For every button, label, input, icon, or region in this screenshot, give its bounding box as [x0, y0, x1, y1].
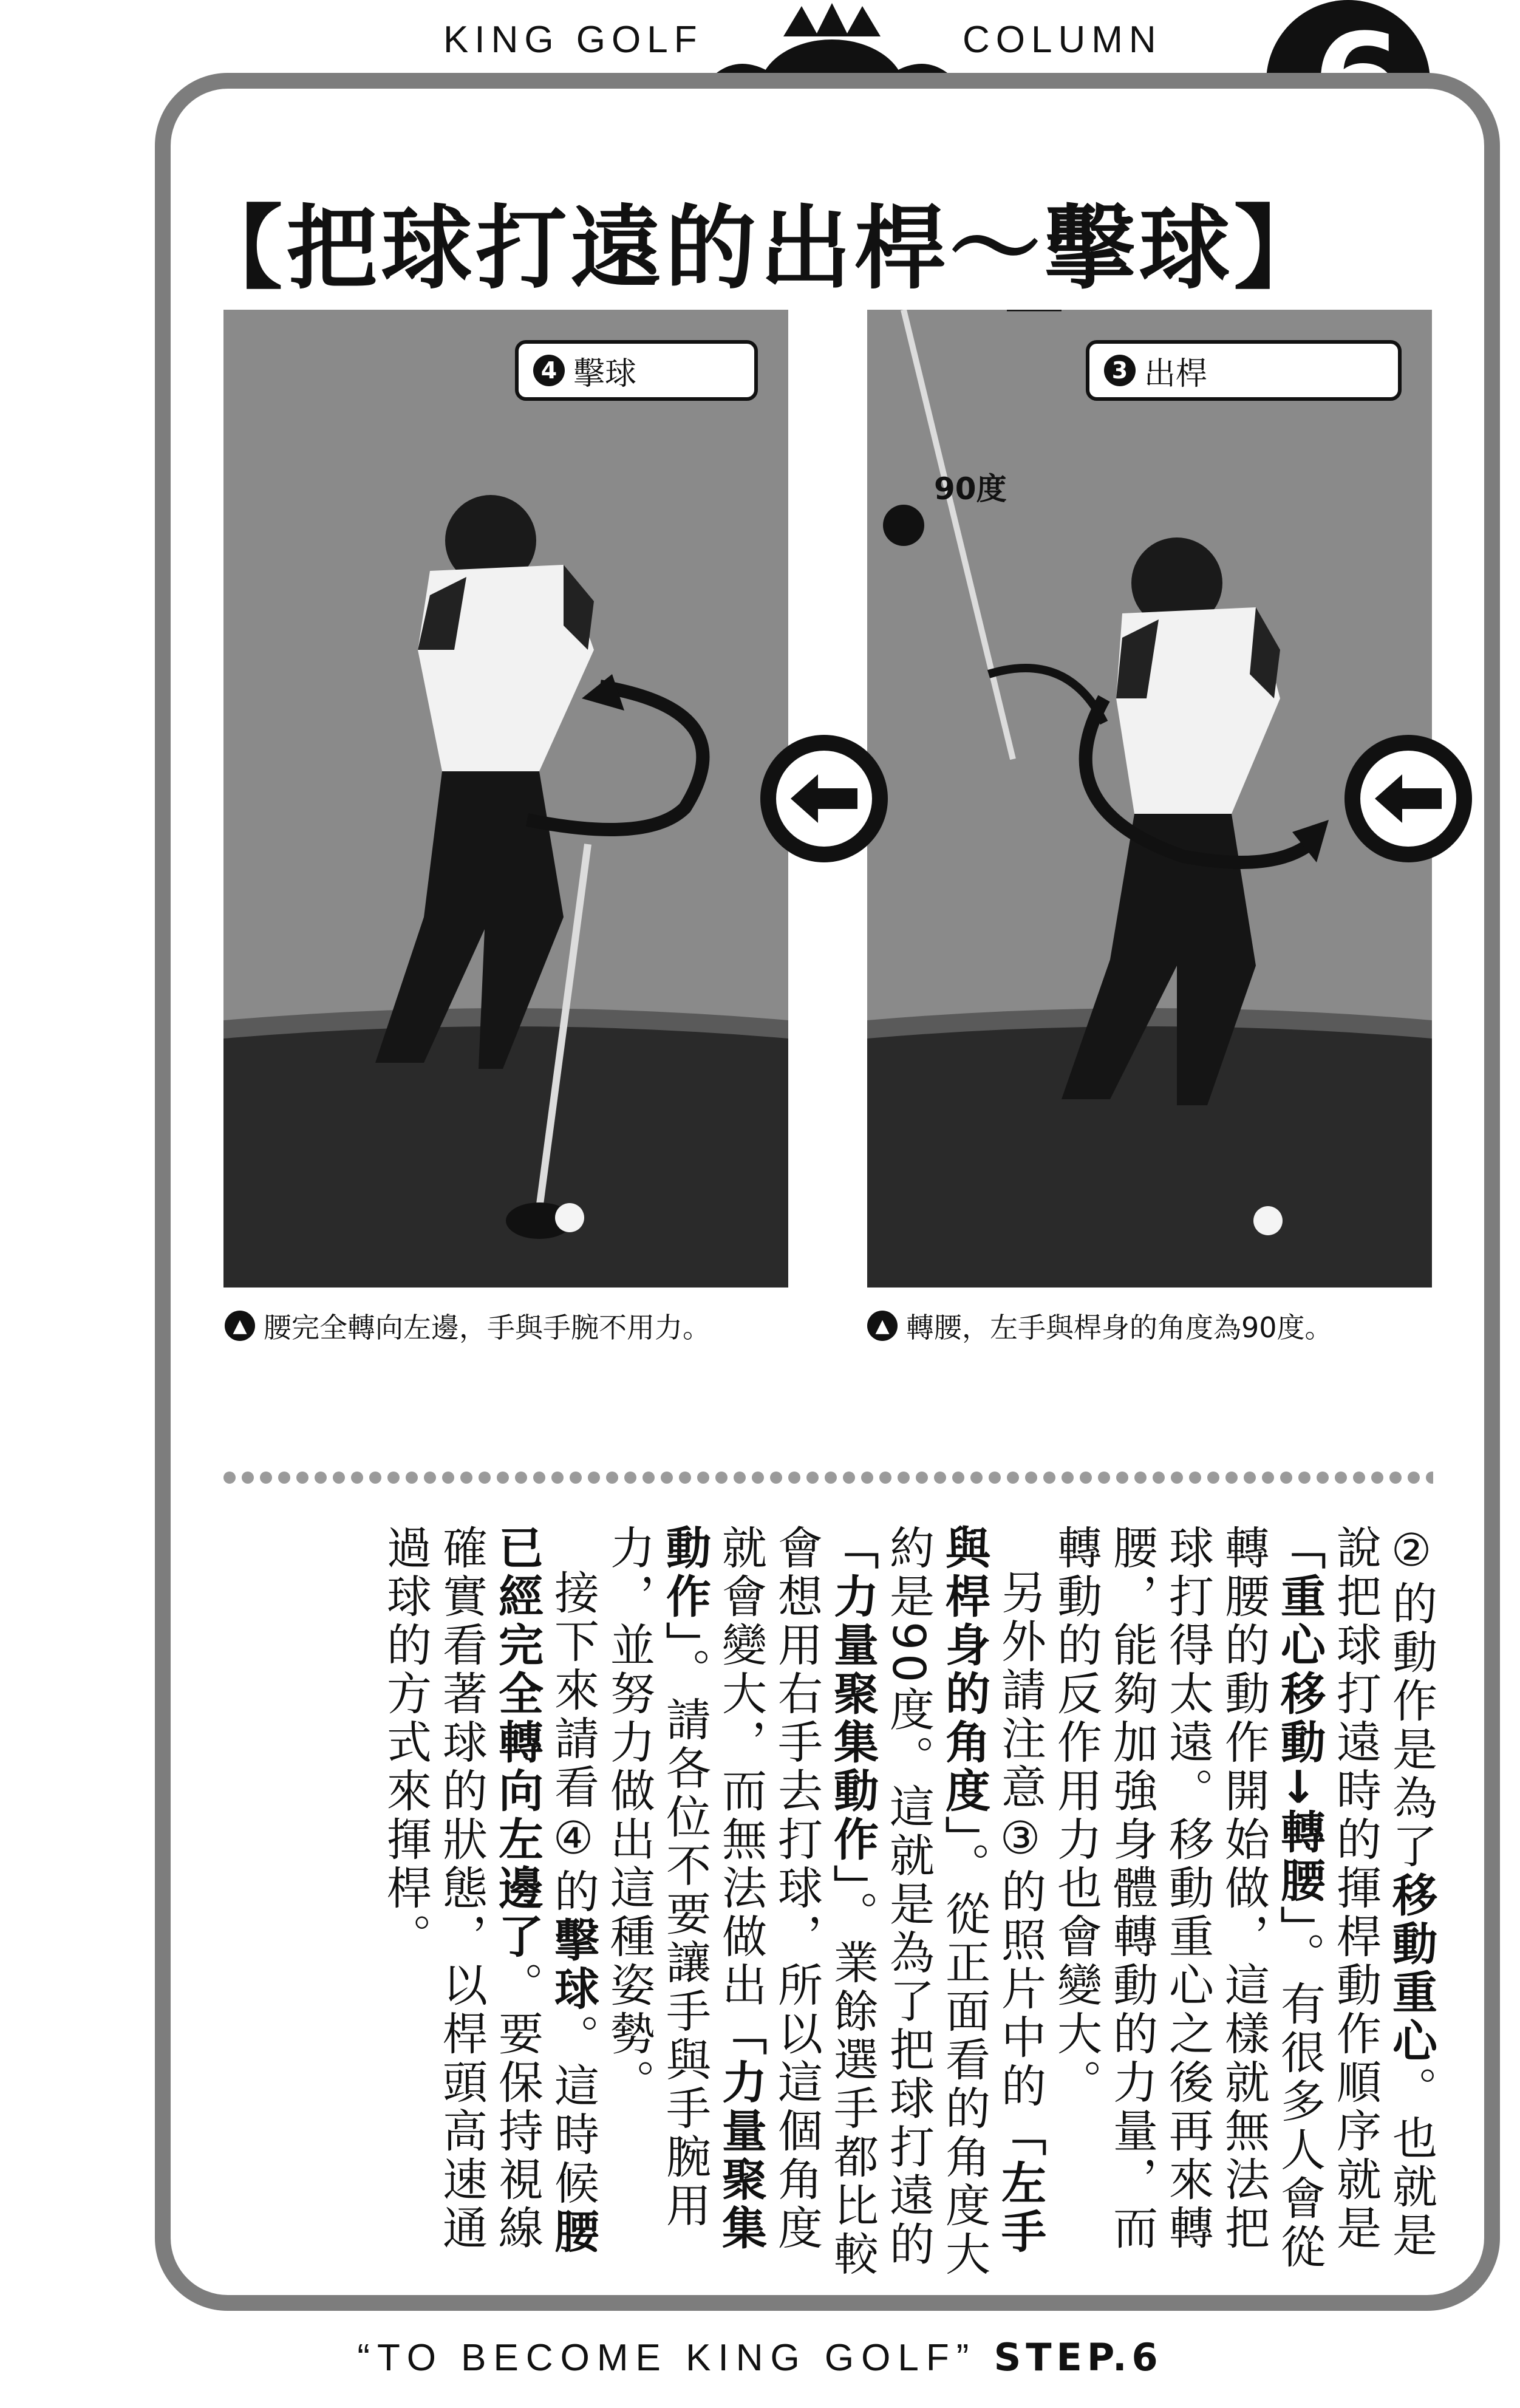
emphasis-text: 「力量聚集動作」 [826, 1524, 879, 1891]
body-text-span: 。請各位不要讓手與手腕用力，並努力做出這種姿勢。 [603, 1524, 711, 2231]
footer-quote: “TO BECOME KING GOLF” [357, 2337, 976, 2379]
header-column: COLUMN [963, 19, 1162, 61]
body-text-span: 。這時候 [547, 2014, 599, 2208]
header-king-golf: KING GOLF [443, 19, 703, 61]
emphasis-text: 擊球 [547, 1917, 599, 2014]
photo-downswing-title: 出桿 [1144, 355, 1208, 392]
footer [0, 2335, 1520, 2379]
body-paragraph [378, 1524, 601, 2284]
emphasis-text: 「重心移動→轉腰」 [1273, 1524, 1326, 1932]
caption-text: 腰完全轉向左邊，手與手腕不用力。 [264, 1311, 711, 1344]
body-text-span: ②的動作是為了 [1385, 1524, 1437, 1872]
golfer-impact-illustration [223, 310, 788, 1288]
sequence-arrow-right [1344, 735, 1472, 862]
body-text-span: 。也就是說把球打遠時的揮桿動作順序就是 [1329, 1524, 1437, 2260]
body-text-span: 。從正面看的角度大約是90度。這就是為了把球打遠的 [882, 1524, 990, 2279]
emphasis-text: 移動重心 [1385, 1872, 1437, 2066]
photo-impact-title: 擊球 [573, 355, 637, 392]
body-paragraph [1048, 1524, 1439, 2284]
photo-downswing-label [1086, 340, 1402, 401]
step-number-badge: 4 [533, 355, 565, 386]
arrow-left-icon [788, 771, 861, 826]
body-text-span: 。要保持視線確實看著球的狀態，以桿頭高速通過球的方式來揮桿。 [380, 1524, 544, 2253]
emphasis-text: 「左手與桿身的角度」 [938, 1524, 1046, 2257]
photo-downswing-caption [867, 1306, 1333, 1346]
photo-impact-caption [225, 1306, 711, 1346]
article-body [380, 1524, 1439, 2284]
dotted-divider [222, 1470, 1433, 1485]
sequence-arrow-left [760, 735, 888, 862]
triangle-icon: ▲ [225, 1311, 255, 1341]
caption-text: 轉腰，左手與桿身的角度為90度。 [906, 1311, 1333, 1344]
footer-step: STEP.6 [993, 2335, 1163, 2379]
emphasis-text: 「力量聚集動作」 [659, 1524, 767, 2253]
page-title: 【把球打遠的出桿～擊球】 [191, 196, 1329, 302]
angle-label: 90度 [934, 471, 1007, 506]
body-text-span: 。業餘選手都比較會想用右手去打球，所以這個角度就會變大，而無法做出 [715, 1524, 879, 2279]
step-number-badge: 3 [1104, 355, 1136, 386]
body-text-span: 另外請注意③的照片中的 [994, 1569, 1046, 2111]
body-text-span: 接下來請看④的 [547, 1569, 599, 1917]
photo-impact-label [515, 340, 758, 401]
photo-impact [223, 310, 788, 1288]
triangle-icon: ▲ [867, 1311, 898, 1341]
emphasis-text: 腰已經完全轉向左邊了 [491, 1524, 599, 2257]
arrow-left-icon [1372, 771, 1445, 826]
body-text-span: 。有很多人會從轉腰的動作開始做，這樣就無法把球打得太遠。移動重心之後再來轉腰，能夠加強身體轉動的力量，而轉動的反作用力也會變大。 [1050, 1524, 1326, 2273]
body-paragraph [601, 1524, 1048, 2284]
